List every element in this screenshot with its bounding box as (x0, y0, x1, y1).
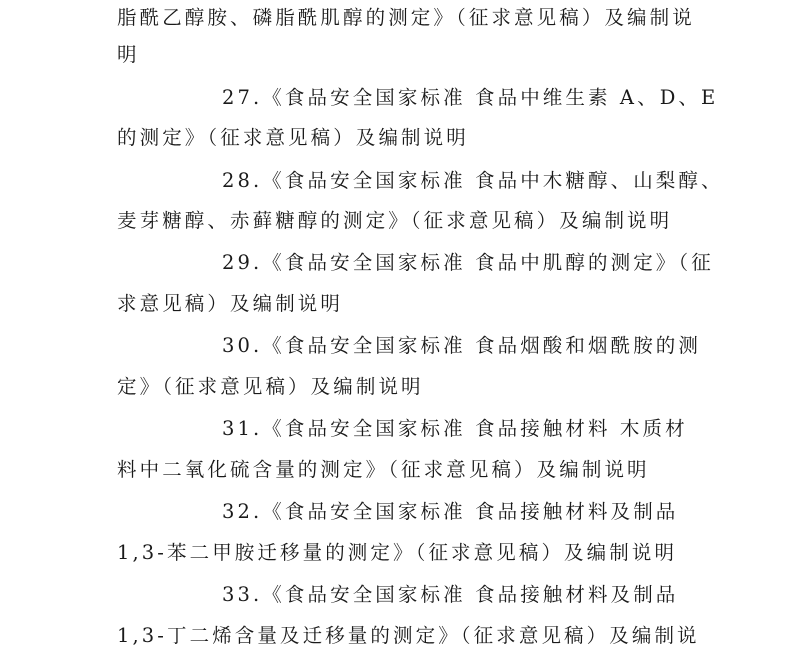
item-27-line-1: 27.《食品安全国家标准 食品中维生素 A、D、E (222, 86, 719, 109)
item-27-line-2: 的测定》（征求意见稿）及编制说明 (117, 126, 469, 149)
item-29-line-1: 29.《食品安全国家标准 食品中肌醇的测定》（征 (222, 251, 714, 274)
item-30-line-1: 30.《食品安全国家标准 食品烟酸和烟酰胺的测 (222, 334, 702, 357)
item-32-line-2: 1,3-苯二甲胺迁移量的测定》（征求意见稿）及编制说明 (117, 541, 678, 564)
item-33-line-1: 33.《食品安全国家标准 食品接触材料及制品 (222, 583, 679, 606)
item-28-line-2: 麦芽糖醇、赤藓糖醇的测定》（征求意见稿）及编制说明 (117, 209, 673, 232)
item-32-line-1: 32.《食品安全国家标准 食品接触材料及制品 (222, 500, 679, 523)
item-29-line-2: 求意见稿）及编制说明 (117, 292, 344, 315)
item-31-line-2: 料中二氧化硫含量的测定》（征求意见稿）及编制说明 (117, 458, 650, 481)
item-26-line-2: 明 (117, 43, 140, 66)
item-33-line-2: 1,3-丁二烯含量及迁移量的测定》（征求意见稿）及编制说 (117, 624, 700, 647)
item-28-line-1: 28.《食品安全国家标准 食品中木糖醇、山梨醇、 (222, 169, 724, 192)
item-30-line-2: 定》（征求意见稿）及编制说明 (117, 375, 424, 398)
item-26-line-1: 脂酰乙醇胺、磷脂酰肌醇的测定》（征求意见稿）及编制说 (117, 6, 695, 29)
item-31-line-1: 31.《食品安全国家标准 食品接触材料 木质材 (222, 417, 688, 440)
